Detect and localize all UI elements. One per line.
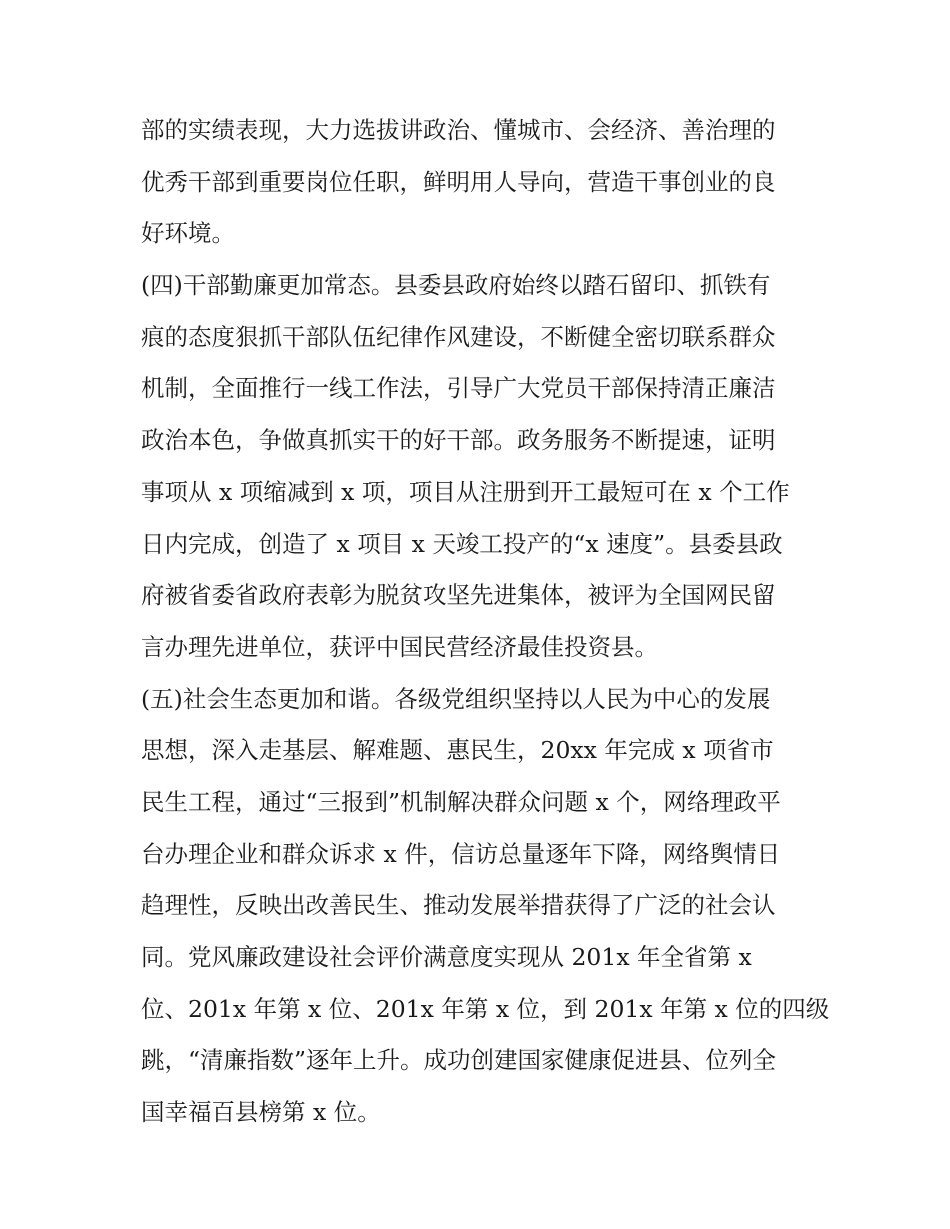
section-5-heading-line: (五)社会生态更加和谐。各级党组织坚持以人民为中心的发展 bbox=[141, 684, 771, 713]
text-line: 府被省委省政府表彰为脱贫攻坚先进集体，被评为全国网民留 bbox=[141, 581, 776, 610]
text-line: 好环境。 bbox=[141, 219, 235, 248]
text-line: 跳，“清廉指数”逐年上升。成功创建国家健康促进县、位列全 bbox=[141, 1046, 777, 1075]
text-line: 民生工程，通过“三报到”机制解决群众问题 x 个，网络理政平 bbox=[141, 787, 781, 816]
body-text bbox=[141, 105, 830, 1139]
section-4-heading-line: (四)干部勤廉更加常态。县委县政府始终以踏石留印、抓铁有 bbox=[141, 271, 771, 300]
text-line: 部的实绩表现，大力选拔讲政治、懂城市、会经济、善治理的 bbox=[141, 116, 776, 144]
text-line: 机制，全面推行一线工作法，引导广大党员干部保持清正廉洁 bbox=[141, 374, 776, 403]
text-line: 国幸福百县榜第 x 位。 bbox=[141, 1098, 381, 1127]
text-line: 位、201x 年第 x 位、201x 年第 x 位，到 201x 年第 x 位的四级 bbox=[141, 994, 830, 1023]
text-line: 言办理先进单位，获评中国民营经济最佳投资县。 bbox=[141, 632, 658, 661]
text-line: 台办理企业和群众诉求 x 件，信访总量逐年下降，网络舆情日 bbox=[141, 839, 781, 868]
text-line: 思想，深入走基层、解难题、惠民生，20xx 年完成 x 项省市 bbox=[141, 736, 774, 765]
text-line: 日内完成，创造了 x 项目 x 天竣工投产的“x 速度”。县委县政 bbox=[141, 529, 783, 558]
text-line: 痕的态度狠抓干部队伍纪律作风建设，不断健全密切联系群众 bbox=[141, 322, 776, 351]
text-line: 政治本色，争做真抓实干的好干部。政务服务不断提速，证明 bbox=[141, 426, 776, 455]
text-line: 优秀干部到重要岗位任职，鲜明用人导向，营造干事创业的良 bbox=[141, 167, 776, 196]
text-line: 事项从 x 项缩减到 x 项，项目从注册到开工最短可在 x 个工作 bbox=[141, 477, 790, 506]
text-line: 同。党风廉政建设社会评价满意度实现从 201x 年全省第 x bbox=[141, 943, 752, 971]
text-line: 趋理性，反映出改善民生、推动发展举措获得了广泛的社会认 bbox=[141, 891, 776, 920]
